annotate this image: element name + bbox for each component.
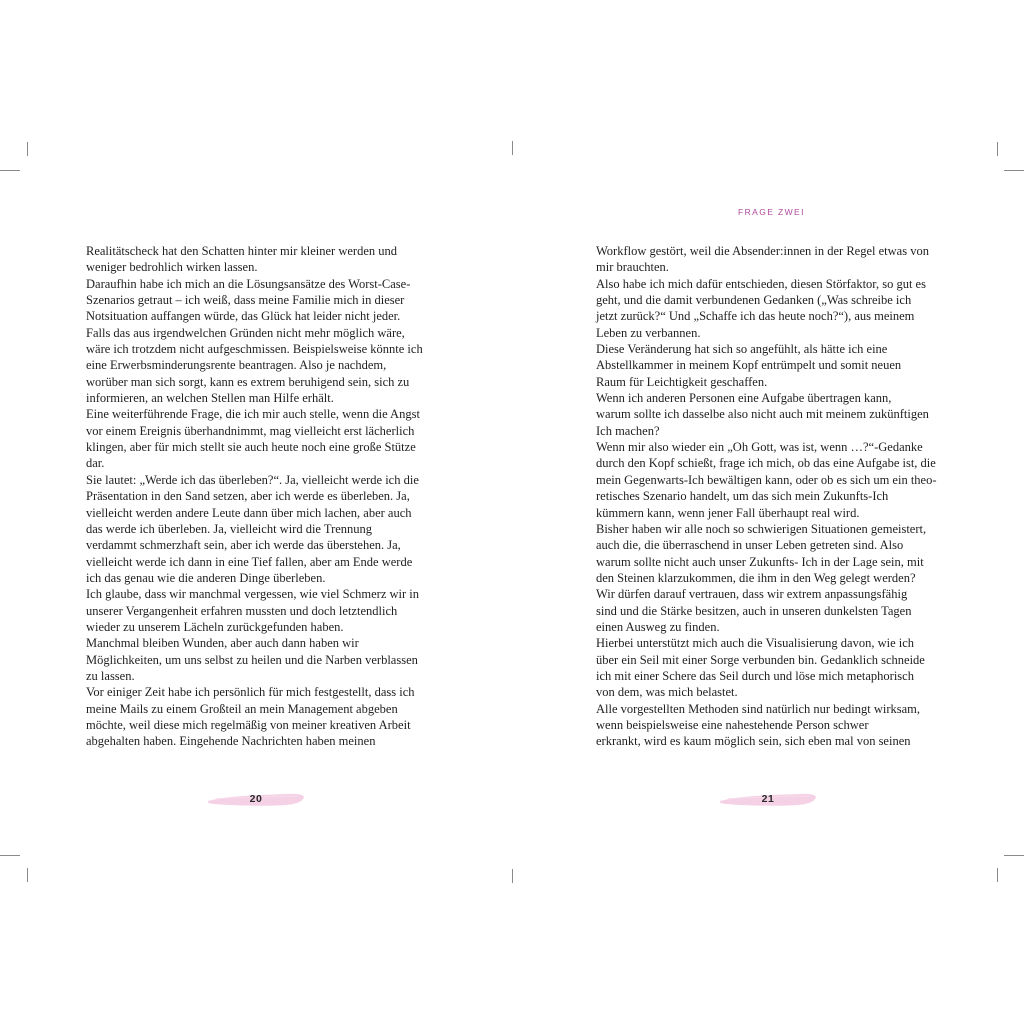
crop-mark (997, 142, 998, 156)
page-number-20: 20 (249, 793, 263, 805)
text-line: Bisher haben wir alle noch so schwierigen Situationen gemeistert, (596, 521, 927, 536)
text-line: worüber man sich sorgt, kann es extrem beruhigend sein, sich zu (86, 374, 410, 389)
text-line: Möglichkeiten, um uns selbst zu heilen und die Narben verblassen (86, 652, 418, 667)
text-line: einen Ausweg zu finden. (596, 619, 720, 634)
text-line: Eine weiterführende Frage, die ich mir auch stelle, wenn die Angst (86, 407, 420, 422)
text-line: abgehalten haben. Eingehende Nachrichten haben meinen (86, 734, 376, 749)
crop-mark (512, 869, 513, 883)
text-line: auch die, die überraschend in unser Leben getreten sind. Also (596, 538, 904, 553)
crop-mark (997, 868, 998, 882)
crop-mark (0, 170, 20, 171)
text-line: dar. (86, 456, 105, 471)
text-line: Präsentation in den Sand setzen, aber ich werde es überleben. Ja, (86, 489, 410, 504)
text-line: wäre ich trotzdem nicht aufgeschmissen. Beispielsweise könnte ich (86, 342, 423, 357)
text-line: erkrankt, wird es kaum möglich sein, sich eben mal von seinen (596, 734, 911, 749)
text-line: zu lassen. (86, 668, 135, 683)
text-line: weniger bedrohlich wirken lassen. (86, 260, 258, 275)
text-line: Leben zu verbannen. (596, 325, 701, 340)
right-page-body (596, 243, 956, 750)
text-line: warum sollte ich dasselbe also nicht auch mit meinem zukünftigen (596, 407, 929, 422)
text-line: Alle vorgestellten Methoden sind natürlich nur bedingt wirksam, (596, 701, 921, 716)
text-line: eine Erwerbsminderungsrente beantragen. Also je nachdem, (86, 358, 387, 373)
text-line: jetzt zurück?“ Und „Schaffe ich das heute noch?“), aus meinem (596, 309, 915, 324)
text-line: warum sollte nicht auch unser Zukunfts- Ich in der Lage sein, mit (596, 554, 924, 569)
text-line: ich das genau wie die anderen Dinge überleben. (86, 570, 326, 585)
text-line: Also habe ich mich dafür entschieden, diesen Störfaktor, so gut es (596, 276, 926, 291)
text-line: klingen, aber für mich stellt sie auch heute noch eine große Stütze (86, 440, 416, 455)
text-line: Sie lautet: „Werde ich das überleben?“. Ja, vielleicht werde ich die (86, 472, 419, 487)
text-line: über ein Seil mit einer Sorge verbunden bin. Gedanklich schneide (596, 652, 925, 667)
text-line: wieder zu unserem Lächeln zurückgefunden haben. (86, 619, 344, 634)
text-line: Diese Veränderung hat sich so angefühlt, als hätte ich eine (596, 342, 888, 357)
text-line: kümmern kann, wenn jener Fall überhaupt real wird. (596, 505, 860, 520)
text-line: durch den Kopf schießt, frage ich mich, ob das eine Aufgabe ist, die (596, 456, 936, 471)
text-line: Raum für Leichtigkeit geschaffen. (596, 374, 768, 389)
right-page-number (718, 787, 818, 813)
text-line: Ich glaube, dass wir manchmal vergessen, wie viel Schmerz wir in (86, 587, 420, 602)
crop-mark (27, 142, 28, 156)
text-line: informieren, an welchen Stellen man Hilfe erhält. (86, 391, 334, 406)
crop-mark (1004, 855, 1024, 856)
text-line: möchte, weil diese mich regelmäßig von meiner kreativen Arbeit (86, 717, 411, 732)
text-line: verdammt schmerzhaft sein, aber ich werde das überstehen. Ja, (86, 538, 401, 553)
crop-mark (27, 868, 28, 882)
text-line: Abstellkammer in meinem Kopf entrümpelt und somit neuen (596, 358, 902, 373)
text-line: unserer Vergangenheit erfahren mussten und doch letztendlich (86, 603, 398, 618)
text-line: von dem, was mich belastet. (596, 685, 738, 700)
text-line: mein Gegenwarts-Ich bewältigen kann, oder ob es sich um ein theo- (596, 472, 937, 487)
text-line: das werde ich überleben. Ja, vielleicht wird die Trennung (86, 521, 373, 536)
text-line: Wir dürfen darauf vertrauen, dass wir extrem anpassungsfähig (596, 587, 908, 602)
text-line: Manchmal bleiben Wunden, aber auch dann haben wir (86, 636, 359, 651)
text-line: Wenn mir also wieder ein „Oh Gott, was ist, wenn …?“-Gedanke (596, 440, 923, 455)
text-line: Hierbei unterstützt mich auch die Visualisierung davon, wie ich (596, 636, 915, 651)
text-line: sind und die Stärke besitzen, auch in unseren dunkelsten Tagen (596, 603, 912, 618)
text-line: geht, und die damit verbundenen Gedanken („Was schreibe ich (596, 293, 912, 308)
text-line: wenn beispielsweise eine nahestehende Person schwer (596, 717, 869, 732)
text-line: Vor einiger Zeit habe ich persönlich für mich festgestellt, dass ich (86, 685, 415, 700)
text-line: Workflow gestört, weil die Absender:innen in der Regel etwas von (596, 244, 929, 258)
text-line: retisches Szenario handelt, um das sich mein Zukunfts-Ich (596, 489, 889, 504)
text-line: meine Mails zu einem Großteil an mein Management abgeben (86, 701, 398, 716)
text-line: Notsituation auffangen würde, das Glück hat leider nicht jeder. (86, 309, 401, 324)
left-page-number (206, 787, 306, 813)
running-head: FRAGE ZWEI (738, 207, 805, 217)
text-line: Ich machen? (596, 423, 660, 438)
text-line: ich mit einer Schere das Seil durch und löse mich metaphorisch (596, 668, 914, 683)
crop-mark (512, 141, 513, 155)
left-page-body (86, 243, 446, 750)
text-line: den Steinen klarzukommen, die ihm in den Weg gelegt werden? (596, 570, 916, 585)
crop-mark (1004, 170, 1024, 171)
text-line: Daraufhin habe ich mich an die Lösungsansätze des Worst-Case- (86, 276, 411, 291)
text-line: vor einem Ereignis überhandnimmt, mag vielleicht erst lächerlich (86, 423, 415, 438)
crop-mark (0, 855, 20, 856)
text-line: mir brauchten. (596, 260, 669, 275)
text-line: Realitätscheck hat den Schatten hinter mir kleiner werden und (86, 244, 397, 258)
text-line: vielleicht werden andere Leute dann über mich lachen, aber auch (86, 505, 412, 520)
text-line: Szenarios getraut – ich weiß, dass meine Familie mich in dieser (86, 293, 405, 308)
page-number-21: 21 (761, 793, 775, 805)
text-line: Falls das aus irgendwelchen Gründen nicht mehr möglich wäre, (86, 325, 405, 340)
text-line: vielleicht werde ich dann in eine Tief fallen, aber am Ende werde (86, 554, 413, 569)
text-line: Wenn ich anderen Personen eine Aufgabe übertragen kann, (596, 391, 892, 406)
